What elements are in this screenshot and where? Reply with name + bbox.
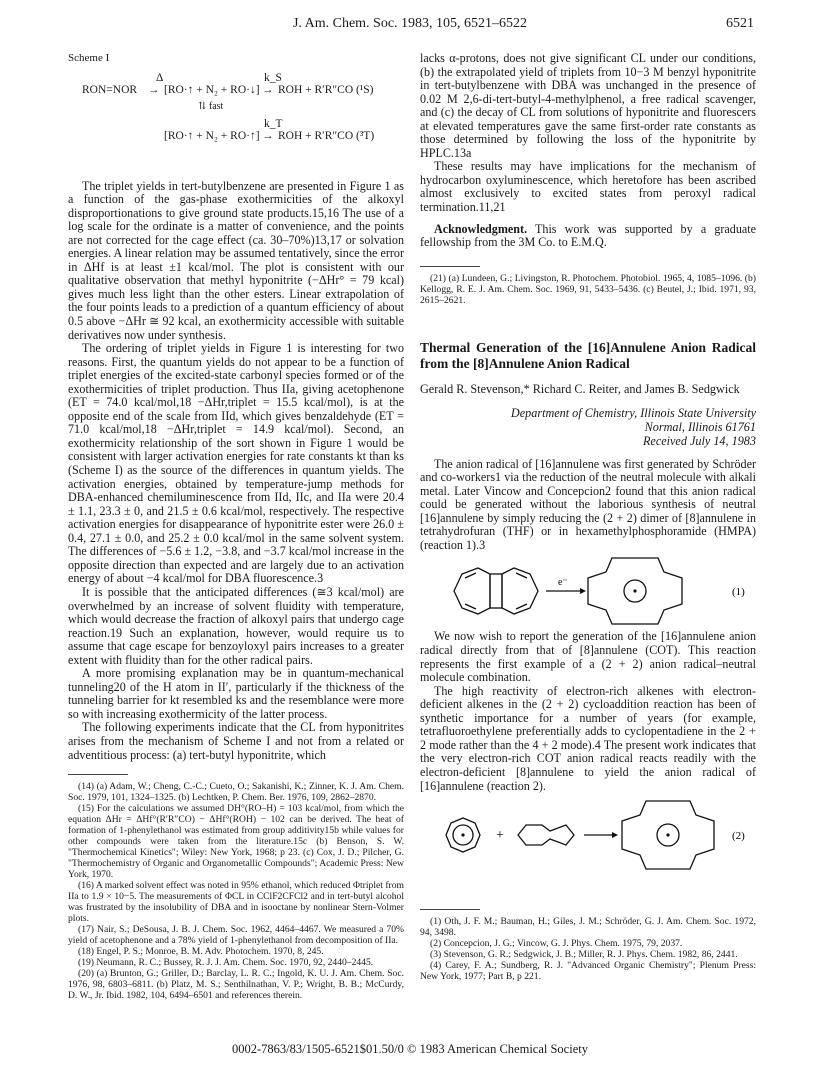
scheme-line2-mid: [RO·↑ + N₂ + RO·↑] <box>164 129 260 142</box>
author-list: Gerald R. Stevenson,* Richard C. Reiter, and James B. Sedgwick <box>420 381 740 396</box>
footnote: (16) A marked solvent effect was noted in 95% ethanol, which reduced Φtriplet from IIa to 1.9 × 10−5. The measurements of ΦCL in CClF2CFCl2 and in tert-butyl alcohol was frustrated by the insolubility of DBA and in isooctane by nonlinear Stern-Volmer plots. <box>68 880 404 925</box>
cot-dimer-structure <box>454 568 538 614</box>
footnote-rule <box>68 774 128 775</box>
body-paragraph: These results may have implications for the mechanism of hydrocarbon oxyluminescence, which heretofore has been ascribed almost exclusively to excited states from peroxyl radical termination.11,21 <box>420 159 756 215</box>
radical-dot <box>633 590 636 593</box>
footnotes-left <box>68 781 404 1001</box>
footnote-rule <box>420 266 480 267</box>
reaction-number: (2) <box>732 830 745 843</box>
scheme-line1-mid: [RO·↑ + N₂ + RO·↓] <box>164 83 260 96</box>
affiliation <box>420 406 756 448</box>
body-paragraph: The triplet yields in tert-butylbenzene are presented in Figure 1 as a function of the gas-phase exothermicities of the alkoxyl disproportionations to give ground state products.15,16 The use of a log scale for the ordinate is a matter of convenience, and the points are not corrected for the cage effect (ca. 30–70%)13,17 or solvation energies. A linear relation may be assumed tentatively, since the error in ΔHf is at least ±1 kcal/mol. The plot is consistent with our qualitative observation that methyl hyponitrite (−ΔHr° = 79 kcal) gives much less light than the other esters. Linear extrapolation of the four points leads to a prediction of a quantum efficiency of about 0.5 above −ΔHr ≅ 92 kcal, an exothermicity accessible with suitable derivatives now under synthesis. <box>68 178 404 342</box>
body-paragraph: The following experiments indicate that the CL from hyponitrites arises from the mechanism of Scheme I and not from a related or adventitious process: (a) tert-butyl hyponitrite, which <box>68 720 404 762</box>
delta-label: Δ <box>156 71 164 84</box>
footnotes-right <box>420 916 756 982</box>
footnote: (15) For the calculations we assumed DH°(RO–H) = 103 kcal/mol, from which the equation ΔHr = ΔHf°(R′R″CO) − ΔHf°(ROH) − 102 can be derived. The heat of formation of 1-phenylethanol was estimated from group additivity15b while values for other compounds were taken from the literature.15c (b) Benson, S. W. "Thermochemical Kinetics"; Wiley: New York, 1968; p 23. (c) Cox, J. D.; Pilcher, G. "Thermochemistry of Organic and Organometallic Compounds"; Academic Press: New York, 1970. <box>68 803 404 881</box>
running-header <box>0 16 820 34</box>
radical-dot <box>666 833 669 836</box>
page-footer: 0002-7863/83/1505-6521$01.50/0 © 1983 American Chemical Society <box>232 1042 588 1056</box>
plus-sign: + <box>496 828 504 844</box>
ks-label: k_S <box>264 71 282 84</box>
scheme-title: Scheme I <box>68 52 110 64</box>
ack-body: This work was supported by a graduate fellowship from the 3M Co. to E.M.Q. <box>420 221 756 250</box>
footnote: (19) Neumann, R. C.; Bussey, R. J. J. Am. Chem. Soc. 1970, 92, 2440–2445. <box>78 957 374 969</box>
footnote: (4) Carey, F. A.; Sundberg, R. J. "Advanced Organic Chemistry"; Plenum Press: New York, 1977; Part B, p 221. <box>420 960 756 983</box>
body-paragraph: The high reactivity of electron-rich alkenes with electron-deficient alkenes in the (2 + 2) cycloaddition reaction has been of synthetic importance for a number of years (for example, tetrafluoroethylene preferentially adds to cyclopentadiene in the 2 + 2 mode rather than the 4 + 2 mode).4 The present work indicates that the very electron-rich COT anion radical reacts readily with the electron-deficient [8]annulene to yield the anion radical of [16]annulene (reaction 2). <box>420 683 756 793</box>
scheme-line1-left: RON=NOR <box>82 83 138 96</box>
arrow-head <box>580 588 586 594</box>
minus-sign: − <box>628 597 633 607</box>
scheme-arrow-1: → <box>148 83 160 96</box>
cot-tub-structure <box>518 825 574 845</box>
reaction-2-structures <box>420 793 756 889</box>
fast-label: ⇅ fast <box>198 100 224 112</box>
reaction-scheme <box>68 72 404 172</box>
ack-heading: Acknowledgment. <box>434 221 528 236</box>
left-column <box>68 52 404 1001</box>
reaction-1 <box>420 552 756 630</box>
electron-label: e⁻ <box>558 577 568 589</box>
body-paragraph: lacks α-protons, does not give significant CL under our conditions, (b) the extrapolated yield of triplets from 10−3 M benzyl hyponitrite in tert-butylbenzene with DBA was unchanged in the presence of 0.02 M 2,6-di-tert-butyl-4-methylphenol, a free radical scavenger, and (c) the decay of CL from solutions of hyponitrite and fluorescers at elevated temperatures gave the same first-order rate constants as those determined by following the loss of the hyponitrite by HPLC.13a <box>420 51 756 160</box>
footnote: (20) (a) Brunton, G.; Griller, D.; Barclay, L. R. C.; Ingold, K. U. J. Am. Chem. Soc. 1976, 98, 6803–6811. (b) Platz, M. S.; Senthilnathan, V. P.; Wright, B. B.; McCurdy, D. W., Jr. Ibid. 1982, 104, 6494–6501 and references therein. <box>68 968 404 1002</box>
acknowledgment <box>420 223 756 250</box>
scheme-line2-right: ROH + R′R″CO (³T) <box>278 129 375 142</box>
footnote: (2) Concepcion, J. G.; Vincow, G. J. Phys. Chem. 1975, 79, 2037. <box>430 938 683 950</box>
footnotes-right-top <box>420 273 756 306</box>
body-paragraph: A more promising explanation may be in quantum-mechanical tunneling20 of the H atom in II′, particularly if the thickness of the tunneling barrier for kt resembled ks and the resemblance were more so with increasing exothermicity of the latter process. <box>68 666 404 721</box>
kt-label: k_T <box>264 117 283 130</box>
footnote-rule <box>420 909 480 910</box>
reaction-1-structures <box>420 552 756 630</box>
page-number: 6521 <box>726 16 754 31</box>
reaction-number: (1) <box>732 586 745 599</box>
journal-citation: J. Am. Chem. Soc. 1983, 105, 6521–6522 <box>292 16 528 31</box>
body-paragraph: We now wish to report the generation of the [16]annulene anion radical directly from that of [8]annulene (COT). This reaction represents the first example of a (2 + 2) anion radical–neutral molecule combination. <box>420 629 756 685</box>
right-column <box>420 52 756 982</box>
body-paragraph: It is possible that the anticipated differences (≅3 kcal/mol) are overwhelmed by an increase of solvent fluidity with temperature, which would decrease the fraction of alkoxyl pairs that undergo cage reaction.19 Such an explanation, however, would require us to assume that cage escape for benzoyloxyl pairs increases to a greater extent with fluidity than for the other radical pairs. <box>68 584 404 667</box>
footnote: (21) (a) Lundeen, G.; Livingston, R. Photochem. Photobiol. 1965, 4, 1085–1096. (b) Kellogg, R. E. J. Am. Chem. Soc. 1969, 91, 5433–5436. (c) Beutel, J.; Ibid. 1971, 93, 2615–2621. <box>420 272 756 306</box>
received-date: Received July 14, 1983 <box>642 433 756 448</box>
arrow-head <box>612 832 618 838</box>
footnote: (14) (a) Adam, W.; Cheng, C.-C.; Cueto, O.; Sakanishi, K.; Zinner, K. J. Am. Chem. Soc. 1979, 101, 1324–1325. (b) Lechtken, P. Chem. Ber. 1976, 109, 2862–2870. <box>68 781 404 804</box>
affiliation-city: Normal, Illinois 61761 <box>644 419 756 434</box>
affiliation-dept: Department of Chemistry, Illinois State University <box>510 405 756 420</box>
scheme-arrow-3: → <box>262 129 274 142</box>
body-paragraph: The anion radical of [16]annulene was first generated by Schröder and co-workers1 via the reduction of the neutral molecule with alkali metal. Later Vincow and Concepcion2 found that this anion radical could be generated without the laborious synthesis of neutral [16]annulene by simply reducing the (2 + 2) dimer of [8]annulene in tetrahydrofuran (THF) or in hexamethylphosphoramide (HMPA) (reaction 1).3 <box>420 456 756 552</box>
body-paragraph: The ordering of triplet yields in Figure 1 is interesting for two reasons. First, the quantum yields do not appear to be a function of triplet energies of the excited-state carbonyl species formed or of the exothermicities of triplet production. Thus IIa, giving acetophenone (ET = 74.0 kcal/mol,18 −ΔHr,triplet = 15.5 kcal/mol), is at the opposite end of the scale from IId, which gives benzaldehyde (ET = 71.0 kcal/mol,18 −ΔHr,triplet = 14.9 kcal/mol). Second, an exothermicity relationship of the sort shown in Figure 1 would be consistent with larger activation energies for rate constants kt than ks (Scheme I) as the source of the differences in quantum yields. The activation energies, obtained by temperature-jump methods for DBA-enhanced chemiluminescence from IId, IIc, and IIa were 20.4 ± 1.1, 23.3 ± 0, and 21.5 ± 0.6 kcal/mol, respectively. The respective activation energies for disappearance of hyponitrite ester were 26.0 ± 0.4, 27.1 ± 0.0, and 25.2 ± 0.0 kcal/mol in the same solvent system. The differences of −5.6 ± 1.2, −3.8, and −3.7 kcal/mol increase in the opposite direction than expected and are largely due to an activation energy of about −4 kcal/mol for DBA fluorescence.3 <box>68 341 404 586</box>
scheme-arrow-2: → <box>262 83 274 96</box>
scheme-line1-right: ROH + R′R″CO (¹S) <box>278 83 374 96</box>
footnote: (17) Nair, S.; DeSousa, J. B. J. Chem. Soc. 1962, 4464–4467. We measured a 70% yield of acetophenone and a 78% yield of 1-phenylethanol from decomposition of IIa. <box>68 924 404 947</box>
footnote: (18) Engel, P. S.; Monroe, B. M. Adv. Photochem. 1970, 8, 245. <box>78 946 324 958</box>
reaction-2 <box>420 793 756 889</box>
radical-dot <box>461 833 464 836</box>
footnote: (3) Stevenson, G. R.; Sedgwick, J. B.; Miller, R. J. Phys. Chem. 1982, 86, 2441. <box>430 949 738 961</box>
article-title: Thermal Generation of the [16]Annulene Anion Radical from the [8]Annulene Anion Radical <box>420 339 756 371</box>
footnote: (1) Oth, J. F. M.; Bauman, H.; Giles, J. M.; Schröder, G. J. Am. Chem. Soc. 1972, 94, 3498. <box>420 916 756 939</box>
